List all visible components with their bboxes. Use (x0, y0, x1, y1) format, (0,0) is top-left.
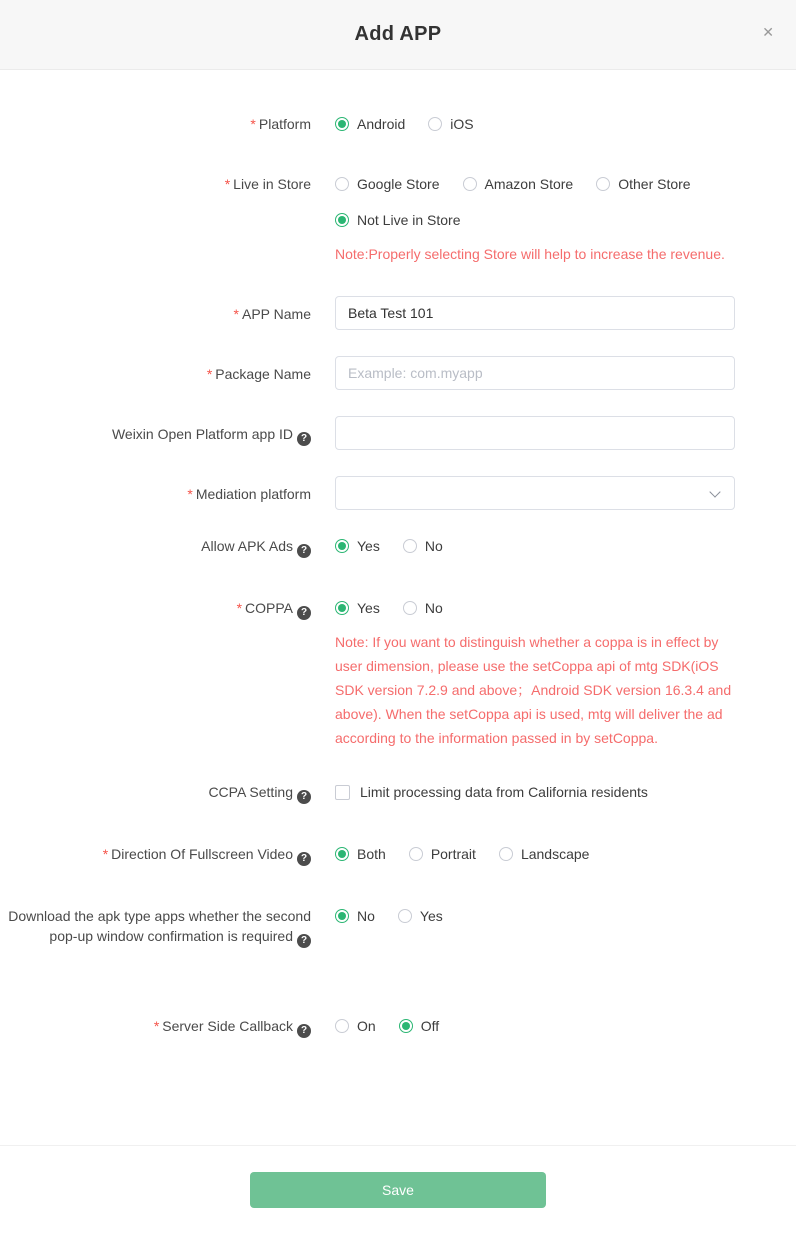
radio-icon[interactable] (403, 601, 417, 615)
modal-footer (0, 1145, 796, 1236)
required-asterisk: * (250, 116, 256, 132)
radio-option-callback-off[interactable] (399, 1016, 439, 1036)
ccpa-label: CCPA Setting ? (0, 782, 311, 804)
radio-option-coppa-yes[interactable] (335, 598, 380, 618)
radio-option-label: On (357, 1018, 376, 1034)
form-row-platform (0, 114, 796, 134)
form-row-mediation-platform (0, 476, 796, 510)
radio-option-popup-no[interactable] (335, 906, 375, 926)
help-icon[interactable]: ? (297, 934, 311, 948)
radio-option-label: Landscape (520, 846, 590, 862)
radio-option-label: No (357, 908, 375, 924)
required-asterisk: * (153, 1018, 160, 1034)
help-icon[interactable]: ? (297, 852, 311, 866)
radio-icon[interactable] (335, 177, 349, 191)
server-side-callback-label: * Server Side Callback ? (0, 1016, 311, 1038)
mediation-platform-label: * Mediation platform (187, 486, 311, 502)
radio-icon[interactable] (335, 539, 349, 553)
radio-option-label: iOS (450, 116, 474, 132)
radio-icon[interactable] (335, 909, 349, 923)
radio-option-both[interactable] (335, 844, 386, 864)
radio-icon[interactable] (463, 177, 477, 191)
radio-option-label: Android (357, 116, 406, 132)
radio-option-coppa-no[interactable] (403, 598, 443, 618)
weixin-app-id-input[interactable] (335, 416, 735, 450)
weixin-app-id-label: Weixin Open Platform app ID ? (0, 416, 311, 446)
radio-icon[interactable] (398, 909, 412, 923)
radio-option-label: No (424, 600, 443, 616)
package-name-label: * Package Name (206, 366, 311, 382)
form-row-direction-fullscreen-video (0, 844, 796, 866)
form-row-ccpa (0, 782, 796, 804)
help-icon[interactable]: ? (297, 1024, 311, 1038)
radio-icon[interactable] (335, 847, 349, 861)
radio-icon[interactable] (428, 117, 442, 131)
radio-option-other-store[interactable] (596, 174, 690, 194)
package-name-input[interactable] (335, 356, 735, 390)
close-icon[interactable]: ✕ (762, 24, 774, 40)
required-asterisk: * (236, 600, 243, 616)
modal-header (0, 0, 796, 70)
apk-second-popup-label: Download the apk type apps whether the second pop-up window confirmation is required ? (8, 908, 311, 946)
checkbox-icon[interactable] (335, 785, 350, 800)
direction-label: * Direction Of Fullscreen Video ? (0, 844, 311, 866)
radio-icon[interactable] (399, 1019, 413, 1033)
radio-option-callback-on[interactable] (335, 1016, 376, 1036)
allow-apk-ads-label: Allow APK Ads ? (0, 536, 311, 558)
form-row-allow-apk-ads (0, 536, 796, 558)
radio-option-android[interactable] (335, 114, 405, 134)
form-row-server-side-callback (0, 1016, 796, 1038)
radio-icon[interactable] (409, 847, 423, 861)
required-asterisk: * (102, 846, 109, 862)
ccpa-checkbox-label: Limit processing data from California residents (360, 784, 648, 800)
radio-option-label: Google Store (357, 176, 440, 192)
form-row-live-in-store (0, 174, 796, 266)
required-asterisk: * (233, 306, 239, 322)
chevron-down-icon (709, 486, 720, 497)
radio-icon[interactable] (596, 177, 610, 191)
radio-option-label: Amazon Store (484, 176, 574, 192)
radio-option-amazon-store[interactable] (463, 174, 574, 194)
radio-option-label: Off (420, 1018, 440, 1034)
radio-option-label: Other Store (618, 176, 691, 192)
radio-option-apk-ads-yes[interactable] (335, 536, 380, 556)
required-asterisk: * (187, 486, 193, 502)
radio-icon[interactable] (335, 117, 349, 131)
required-asterisk: * (224, 176, 231, 192)
coppa-note: Note: If you want to distinguish whether a coppa is in effect by user dimension, please use the setCoppa api of mtg SDK(iOS SDK version 7.2.9 and above；Android SDK version 16.3.4 and above). When the setCoppa api is used, mtg will deliver the ad according to the information passed in by setCoppa. (335, 634, 732, 746)
radio-option-label: Yes (419, 908, 443, 924)
app-name-label: * APP Name (233, 306, 311, 322)
radio-option-label: Not Live in Store (357, 212, 461, 228)
radio-icon[interactable] (335, 1019, 349, 1033)
radio-option-label: Yes (357, 538, 380, 554)
add-app-form (0, 70, 796, 1145)
mediation-platform-select[interactable] (335, 476, 735, 510)
radio-icon[interactable] (403, 539, 417, 553)
store-note: Note:Properly selecting Store will help to increase the revenue. (335, 246, 725, 262)
radio-option-google-store[interactable] (335, 174, 440, 194)
radio-option-landscape[interactable] (499, 844, 590, 864)
platform-label: * Platform (250, 116, 311, 132)
ccpa-checkbox-option[interactable] (335, 782, 648, 802)
help-icon[interactable]: ? (297, 544, 311, 558)
radio-option-not-live-in-store[interactable] (335, 210, 461, 230)
radio-icon[interactable] (335, 213, 349, 227)
help-icon[interactable]: ? (297, 790, 311, 804)
help-icon[interactable]: ? (297, 432, 311, 446)
radio-option-label: Yes (357, 600, 380, 616)
radio-option-label: No (424, 538, 443, 554)
radio-option-portrait[interactable] (409, 844, 476, 864)
radio-option-apk-ads-no[interactable] (403, 536, 443, 556)
app-name-input[interactable] (335, 296, 735, 330)
form-row-app-name (0, 296, 796, 330)
radio-icon[interactable] (499, 847, 513, 861)
required-asterisk: * (206, 366, 213, 382)
form-row-apk-second-popup (0, 906, 796, 948)
save-button[interactable]: Save (250, 1172, 546, 1208)
modal-title: Add APP (354, 23, 442, 45)
form-row-package-name (0, 356, 796, 390)
radio-option-popup-yes[interactable] (398, 906, 443, 926)
form-row-weixin-app-id (0, 416, 796, 450)
radio-option-ios[interactable] (428, 114, 473, 134)
radio-option-label: Portrait (430, 846, 476, 862)
radio-option-label: Both (357, 846, 386, 862)
live-in-store-label: * Live in Store (224, 176, 311, 192)
help-icon[interactable]: ? (297, 606, 311, 620)
radio-icon[interactable] (335, 601, 349, 615)
coppa-label: * COPPA ? (0, 598, 311, 620)
form-row-coppa (0, 598, 796, 750)
